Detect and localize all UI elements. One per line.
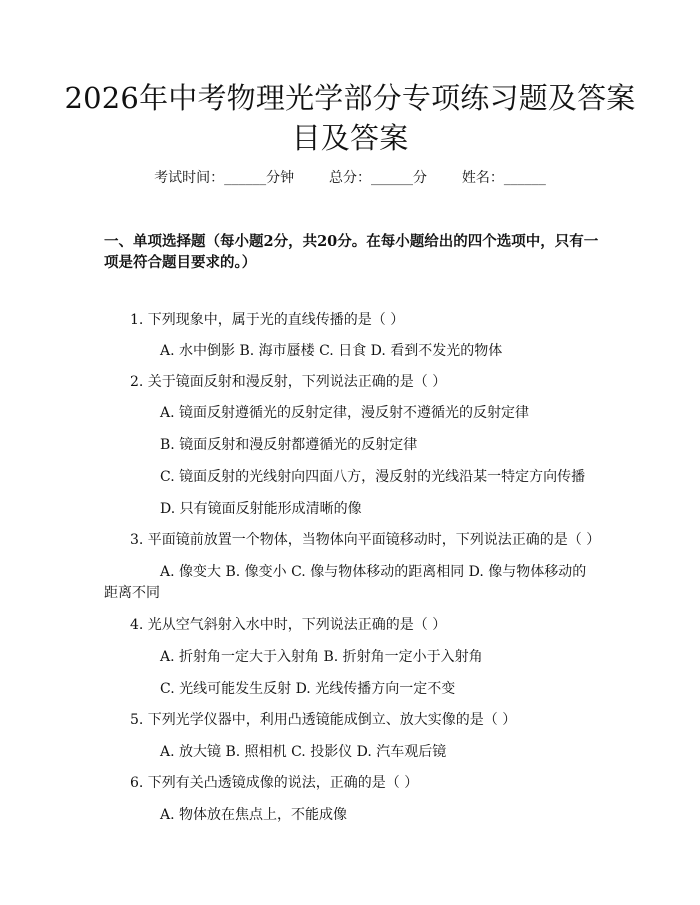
question-option: C. 光线可能发生反射 D. 光线传播方向一定不变 <box>160 681 456 697</box>
question-option: D. 只有镜面反射能形成清晰的像 <box>160 501 362 517</box>
question-options: A. 水中倒影 B. 海市蜃楼 C. 日食 D. 看到不发光的物体 <box>160 343 503 359</box>
total-score-label: 总分：______分 <box>329 170 427 186</box>
question-stem: 5. 下列光学仪器中，利用凸透镜能成倒立、放大实像的是（ ） <box>130 712 517 728</box>
question-option: C. 镜面反射的光线射向四面八方，漫反射的光线沿某一特定方向传播 <box>160 469 586 485</box>
question-options: A. 放大镜 B. 照相机 C. 投影仪 D. 汽车观后镜 <box>160 744 447 760</box>
section-heading: 一、单项选择题（每小题2分，共20分。在每小题给出的四个选项中，只有一项是符合题目要求的。） <box>104 233 599 271</box>
page-title: 2026年中考物理光学部分专项练习题及答案目及答案 <box>64 81 636 155</box>
question-options: A. 像变大 B. 像变小 C. 像与物体移动的距离相同 D. 像与物体移动的距离不同 <box>104 564 587 601</box>
question-stem: 1. 下列现象中，属于光的直线传播的是（ ） <box>130 312 405 328</box>
question-option: A. 镜面反射遵循光的反射定律，漫反射不遵循光的反射定律 <box>160 405 530 421</box>
exam-time-label: 考试时间：______分钟 <box>154 170 295 186</box>
question-stem: 6. 下列有关凸透镜成像的说法，正确的是（ ） <box>130 775 419 791</box>
question-stem: 4. 光从空气斜射入水中时，下列说法正确的是（ ） <box>130 617 447 633</box>
question-option: B. 镜面反射和漫反射都遵循光的反射定律 <box>160 437 418 453</box>
question-stem: 3. 平面镜前放置一个物体，当物体向平面镜移动时，下列说法正确的是（ ） <box>130 532 601 548</box>
student-name-label: 姓名：______ <box>461 170 546 186</box>
question-stem: 2. 关于镜面反射和漫反射，下列说法正确的是（ ） <box>130 374 447 390</box>
question-option: A. 折射角一定大于入射角 B. 折射角一定小于入射角 <box>160 649 483 665</box>
exam-info-line <box>0 169 700 187</box>
question-option: A. 物体放在焦点上，不能成像 <box>160 807 348 823</box>
